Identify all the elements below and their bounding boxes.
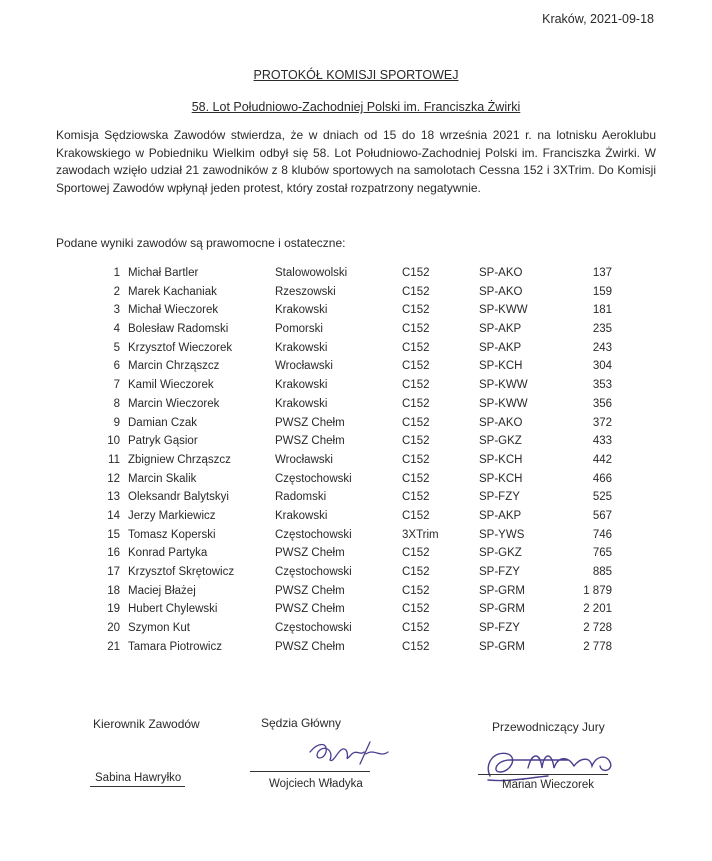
result-name: Marcin Skalik (128, 472, 197, 485)
result-name: Kamil Wieczorek (128, 379, 214, 392)
result-position: 4 (113, 323, 120, 336)
result-aircraft: C152 (402, 323, 430, 336)
result-club: Stalowowolski (275, 267, 348, 279)
result-aircraft: C152 (402, 267, 430, 279)
signature-center-line (250, 771, 370, 772)
result-points: 567 (592, 509, 612, 522)
result-row (0, 491, 712, 510)
result-aircraft: C152 (402, 622, 430, 635)
result-registration: SP-AKO (479, 285, 523, 298)
result-position: 8 (113, 397, 120, 410)
result-aircraft: C152 (402, 509, 430, 522)
signature-center-handwriting (300, 734, 410, 774)
result-registration: SP-KWW (479, 397, 528, 410)
result-club: PWSZ Chełm (275, 416, 345, 429)
result-name: Marcin Wieczorek (128, 397, 220, 410)
result-club: Rzeszowski (275, 285, 336, 298)
result-position: 3 (113, 304, 120, 317)
result-name: Marek Kachaniak (128, 285, 217, 298)
result-row (0, 379, 712, 398)
result-points: 235 (592, 323, 612, 336)
result-position: 1 (113, 267, 120, 279)
result-registration: SP-AKP (479, 509, 522, 522)
result-name: Patryk Gąsior (128, 435, 198, 448)
signature-left-role: Kierownik Zawodów (93, 717, 200, 731)
result-row (0, 398, 712, 417)
result-club: PWSZ Chełm (275, 603, 345, 616)
result-points: 466 (592, 472, 612, 485)
result-points: 433 (592, 435, 612, 448)
result-registration: SP-AKO (479, 267, 523, 279)
result-registration: SP-GKZ (479, 547, 522, 560)
result-aircraft: C152 (402, 379, 430, 392)
result-points: 765 (592, 547, 612, 560)
result-aircraft: C152 (402, 416, 430, 429)
signature-center-name: Wojciech Władyka (269, 778, 363, 790)
result-aircraft: C152 (402, 472, 430, 485)
result-position: 5 (113, 341, 120, 354)
result-position: 14 (107, 509, 120, 522)
result-position: 13 (107, 491, 120, 504)
result-registration: SP-KCH (479, 472, 523, 485)
result-name: Damian Czak (128, 416, 198, 429)
result-registration: SP-FZY (479, 566, 520, 578)
signature-right-name: Marian Wieczorek (502, 779, 595, 791)
result-position: 16 (107, 547, 120, 560)
result-aircraft: C152 (402, 304, 430, 317)
result-name: Tamara Piotrowicz (128, 640, 222, 653)
result-points: 372 (592, 416, 612, 429)
result-points: 356 (592, 397, 612, 410)
result-registration: SP-KCH (479, 453, 523, 466)
result-club: PWSZ Chełm (275, 435, 345, 448)
result-aircraft: C152 (402, 341, 430, 354)
result-aircraft: C152 (402, 603, 430, 616)
result-points: 442 (592, 453, 612, 466)
result-name: Tomasz Koperski (128, 528, 216, 541)
result-name: Oleksandr Balytskyi (128, 491, 229, 504)
result-name: Bolesław Radomski (128, 323, 229, 336)
result-points: 2 728 (583, 622, 612, 635)
result-registration: SP-FZY (479, 622, 520, 635)
signature-left-name: Sabina Hawryłko (95, 772, 182, 784)
result-position: 11 (108, 453, 120, 466)
result-registration: SP-GKZ (479, 435, 522, 448)
result-club: Pomorski (275, 323, 323, 336)
result-points: 137 (592, 267, 612, 279)
document-date: Kraków, 2021-09-18 (542, 12, 654, 26)
result-club: Częstochowski (275, 622, 352, 635)
result-club: Krakowski (275, 304, 328, 317)
result-points: 243 (592, 341, 612, 354)
result-row (0, 435, 712, 454)
result-points: 2 778 (583, 640, 612, 653)
result-row (0, 585, 712, 604)
result-registration: SP-YWS (479, 528, 525, 541)
protocol-paragraph: Komisja Sędziowska Zawodów stwierdza, że w dniach od 15 do 18 września 2021 r. na lotnisku Aeroklubu Krakowskiego w Pobiedniku Wielkim odbył się 58. Lot Południowo-Zachodniej Polski im. Franciszka Żwirki. W zawodach wzięło udział 21 zawodników z 8 klubów sportowych na samolotach Cessna 152 i 3XTrim. Do Komisji Sportowej Zawodów wpłynął jeden protest, który został rozpatrzony negatywnie. (56, 128, 656, 195)
result-points: 1 879 (583, 584, 612, 597)
result-name: Zbigniew Chrząszcz (128, 453, 231, 466)
result-position: 20 (107, 622, 120, 635)
result-points: 746 (592, 528, 612, 541)
results-intro: Podane wyniki zawodów są prawomocne i ostateczne: (56, 236, 346, 250)
result-points: 353 (592, 379, 612, 392)
result-name: Hubert Chylewski (128, 603, 218, 616)
result-club: Częstochowski (275, 472, 352, 485)
result-points: 885 (592, 566, 612, 578)
result-aircraft: C152 (402, 435, 430, 448)
result-aircraft: C152 (402, 285, 430, 298)
result-position: 19 (107, 603, 120, 616)
document-subtitle: 58. Lot Południowo-Zachodniej Polski im. Franciszka Żwirki (191, 100, 521, 114)
result-name: Michał Bartler (128, 267, 199, 279)
result-registration: SP-KCH (479, 360, 523, 373)
result-position: 21 (107, 640, 120, 653)
result-club: Krakowski (275, 341, 328, 354)
result-name: Krzysztof Skrętowicz (128, 566, 235, 578)
signature-left-line (90, 786, 185, 787)
result-club: Wrocławski (275, 453, 333, 466)
result-name: Jerzy Markiewicz (128, 509, 216, 522)
result-row (0, 510, 712, 529)
result-club: Częstochowski (275, 566, 352, 578)
result-row (0, 641, 712, 660)
result-aircraft: C152 (402, 584, 430, 597)
result-registration: SP-GRM (479, 640, 525, 653)
result-row (0, 454, 712, 473)
result-points: 525 (592, 491, 612, 504)
result-name: Michał Wieczorek (128, 304, 219, 317)
result-aircraft: C152 (402, 640, 430, 653)
result-name: Konrad Partyka (128, 547, 208, 560)
result-club: Radomski (275, 491, 327, 504)
result-club: Krakowski (275, 379, 328, 392)
result-club: Częstochowski (275, 528, 352, 541)
result-aircraft: C152 (402, 360, 430, 373)
document-title: PROTOKÓŁ KOMISJI SPORTOWEJ (253, 68, 459, 82)
result-registration: SP-AKP (479, 323, 522, 336)
result-row (0, 622, 712, 641)
result-aircraft: C152 (402, 547, 430, 560)
result-points: 159 (592, 285, 612, 298)
results-list (0, 267, 712, 659)
result-registration: SP-KWW (479, 379, 528, 392)
result-aircraft: C152 (402, 453, 430, 466)
result-position: 2 (113, 285, 120, 298)
result-club: Wrocławski (275, 360, 333, 373)
result-points: 181 (592, 304, 612, 317)
result-club: PWSZ Chełm (275, 547, 345, 560)
result-row (0, 304, 712, 323)
result-aircraft: C152 (402, 566, 430, 578)
result-row (0, 547, 712, 566)
result-row (0, 473, 712, 492)
result-position: 9 (113, 416, 120, 429)
result-row (0, 286, 712, 305)
result-position: 7 (113, 379, 120, 392)
result-aircraft: 3XTrim (402, 528, 439, 541)
result-position: 12 (107, 472, 120, 485)
result-row (0, 529, 712, 548)
result-position: 10 (107, 435, 120, 448)
result-registration: SP-FZY (479, 491, 520, 504)
signature-right-role: Przewodniczący Jury (492, 720, 605, 734)
result-club: PWSZ Chełm (275, 584, 345, 597)
result-registration: SP-AKO (479, 416, 523, 429)
result-club: Krakowski (275, 397, 328, 410)
result-registration: SP-AKP (479, 341, 522, 354)
result-registration: SP-KWW (479, 304, 528, 317)
result-registration: SP-GRM (479, 603, 525, 616)
result-row (0, 323, 712, 342)
result-row (0, 417, 712, 436)
result-position: 18 (107, 584, 120, 597)
result-club: PWSZ Chełm (275, 640, 345, 653)
result-row (0, 603, 712, 622)
result-name: Krzysztof Wieczorek (128, 341, 233, 354)
result-row (0, 267, 712, 286)
result-name: Maciej Błażej (128, 584, 196, 597)
signature-right-line (478, 774, 608, 775)
result-points: 304 (592, 360, 612, 373)
result-name: Marcin Chrząszcz (128, 360, 220, 373)
result-row (0, 566, 712, 585)
signature-center-role: Sędzia Główny (261, 716, 342, 730)
result-registration: SP-GRM (479, 584, 525, 597)
result-aircraft: C152 (402, 491, 430, 504)
result-position: 6 (113, 360, 120, 373)
result-aircraft: C152 (402, 397, 430, 410)
result-row (0, 360, 712, 379)
result-position: 15 (107, 528, 120, 541)
result-position: 17 (107, 566, 120, 578)
result-points: 2 201 (583, 603, 612, 616)
result-row (0, 342, 712, 361)
result-club: Krakowski (275, 509, 328, 522)
result-name: Szymon Kut (128, 622, 190, 635)
